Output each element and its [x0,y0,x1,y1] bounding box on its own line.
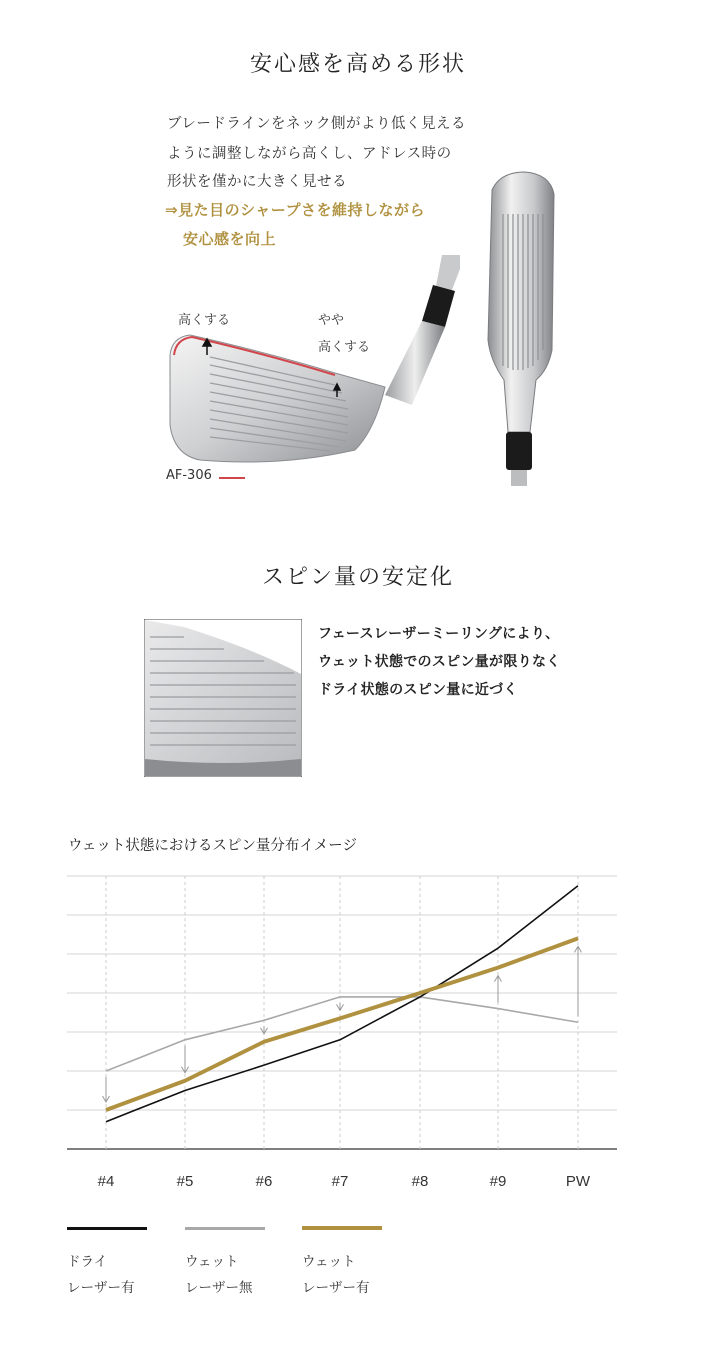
arrow-PW [575,946,582,1016]
section1-title: 安心感を高める形状 [249,52,466,77]
section1-body-line-2: ように調整しながら高くし、アドレス時の [167,146,452,162]
series-line-0 [106,886,578,1122]
x-tick-label: #5 [176,1173,194,1190]
section1-highlight-line-2: 安心感を向上 [183,230,277,248]
legend-wet-no-laser-line-2: レーザー無 [185,1280,253,1296]
legend-dry-laser-line-2: レーザー有 [67,1280,135,1296]
arrow-#6 [261,1026,268,1033]
arrow-#9 [495,976,502,1003]
face-milling-closeup-image [144,619,302,777]
legend-wet-laser-line-1: ウェット [302,1254,356,1270]
model-label: AF-306 [166,468,212,483]
note-slight-raise-2: 高くする [318,340,371,355]
note-slight-raise-1: やや [318,313,345,328]
legend-dry-laser-line-1: ドライ [67,1254,108,1270]
x-tick-label: #6 [255,1173,273,1190]
legend-swatch-dry-laser [67,1227,147,1230]
section2-title: スピン量の安定化 [261,565,454,590]
series-line-1 [106,997,578,1071]
series-line-2 [106,938,578,1110]
chart-title: ウェット状態におけるスピン量分布イメージ [68,838,357,854]
x-tick-label: #4 [97,1173,115,1190]
section1-body-line-1: ブレードラインをネック側がより低く見える [167,116,466,132]
legend-wet-no-laser-line-1: ウェット [185,1254,239,1270]
legend-wet-laser-line-2: レーザー有 [302,1280,370,1296]
x-tick-label: #9 [489,1173,507,1190]
legend-swatch-wet-no-laser [185,1227,265,1230]
arrow-#4 [103,1077,110,1102]
section2-line-2: ウェット状態でのスピン量が限りなく [318,654,561,670]
section1-body-line-3: 形状を僅かに大きく見せる [167,174,347,190]
spin-distribution-chart [0,860,716,1170]
arrow-#7 [337,1003,344,1010]
iron-head-face-illustration [160,255,460,485]
x-tick-label: #8 [411,1173,429,1190]
legend-swatch-wet-laser [302,1226,382,1230]
model-red-line-legend [219,477,245,479]
section1-highlight-line-1: ⇒見た目のシャープさを維持しながら [165,201,426,219]
arrow-#5 [182,1046,189,1073]
x-tick-label: #7 [331,1173,349,1190]
section2-line-1: フェースレーザーミーリングにより、 [318,626,560,642]
section2-line-3: ドライ状態のスピン量に近づく [318,682,518,698]
note-raise: 高くする [178,313,231,328]
iron-head-top-view-illustration [470,170,580,490]
x-tick-label: PW [565,1173,591,1190]
